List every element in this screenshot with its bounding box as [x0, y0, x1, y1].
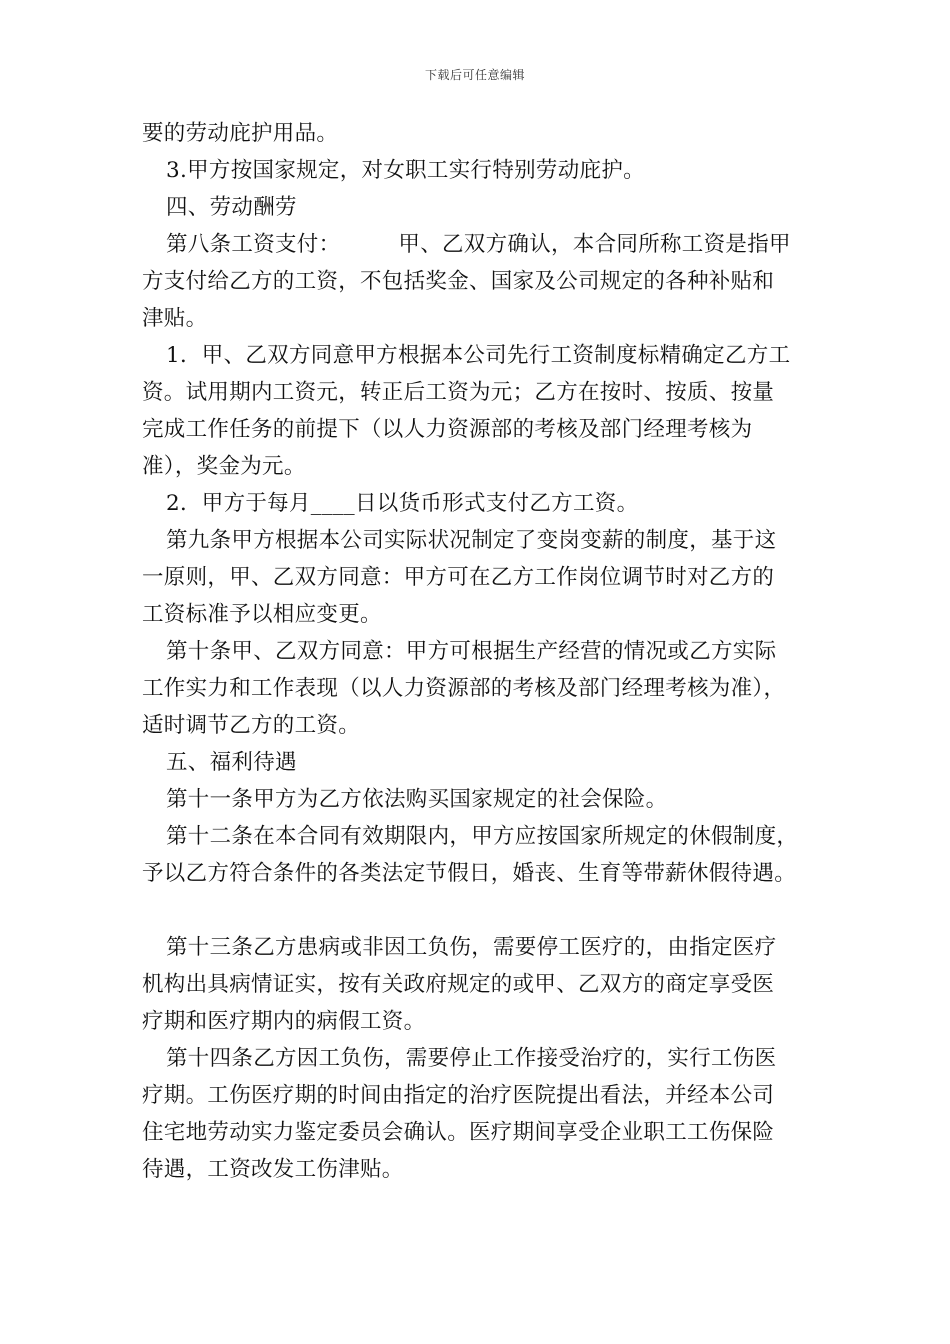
blank-line [142, 892, 822, 929]
section-heading: 四、劳动酬劳 [166, 195, 297, 220]
text-line: 第九条甲方根据本公司实际状况制定了变岗变薪的制度，基于这 [166, 528, 777, 553]
text-line: 1．甲、乙双方同意甲方根据本公司先行工资制度标精确定乙方工 [166, 343, 791, 368]
text-line: 第十四条乙方因工负伤，需要停止工作接受治疗的，实行工伤医 [166, 1046, 777, 1071]
text-line: 3.甲方按国家规定，对女职工实行特别劳动庇护。 [166, 158, 645, 183]
text-line: 第十二条在本合同有效期限内，甲方应按国家所规定的休假制度， [166, 824, 799, 849]
text-line: 适时调节乙方的工资。 [142, 713, 361, 738]
text-line: 第十三条乙方患病或非因工负伤，需要停工医疗的，由指定医疗 [166, 935, 777, 960]
clause-title: 第八条工资支付： [166, 232, 341, 257]
text-line: 要的劳动庇护用品。 [142, 121, 339, 146]
text-line: 方支付给乙方的工资，不包括奖金、国家及公司规定的各种补贴和 [142, 269, 775, 294]
clause-text: 甲、乙双方确认，本合同所称工资是指甲 [398, 232, 791, 257]
text-line [142, 226, 822, 263]
text-line: 工作实力和工作表现（以人力资源部的考核及部门经理考核为准）， [142, 676, 786, 701]
text-line: 住宅地劳动实力鉴定委员会确认。医疗期间享受企业职工工伤保险 [142, 1120, 775, 1145]
text-line: 准），奖金为元。 [142, 454, 306, 479]
text-line: 津贴。 [142, 306, 208, 331]
document-body [142, 115, 822, 1188]
text-line: 一原则，甲、乙双方同意：甲方可在乙方工作岗位调节时对乙方的 [142, 565, 775, 590]
text-line: 完成工作任务的前提下（以人力资源部的考核及部门经理考核为 [142, 417, 753, 442]
text-line: 疗期。工伤医疗期的时间由指定的治疗医院提出看法，并经本公司 [142, 1083, 775, 1108]
text-line: 待遇，工资改发工伤津贴。 [142, 1157, 404, 1182]
text-line: 资。试用期内工资元，转正后工资为元；乙方在按时、按质、按量 [142, 380, 775, 405]
section-heading: 五、福利待遇 [166, 750, 297, 775]
text-line: 2．甲方于每月____日以货币形式支付乙方工资。 [166, 491, 639, 516]
text-line: 第十一条甲方为乙方依法购买国家规定的社会保险。 [166, 787, 668, 812]
text-line: 机构出具病情证实，按有关政府规定的或甲、乙双方的商定享受医 [142, 972, 775, 997]
text-line: 疗期和医疗期内的病假工资。 [142, 1009, 426, 1034]
page-header-note: 下载后可任意编辑 [424, 68, 525, 82]
text-line: 予以乙方符合条件的各类法定节假日，婚丧、生育等带薪休假待遇。 [142, 861, 797, 886]
text-line: 工资标准予以相应变更。 [142, 602, 382, 627]
text-line: 第十条甲、乙双方同意：甲方可根据生产经营的情况或乙方实际 [166, 639, 777, 664]
